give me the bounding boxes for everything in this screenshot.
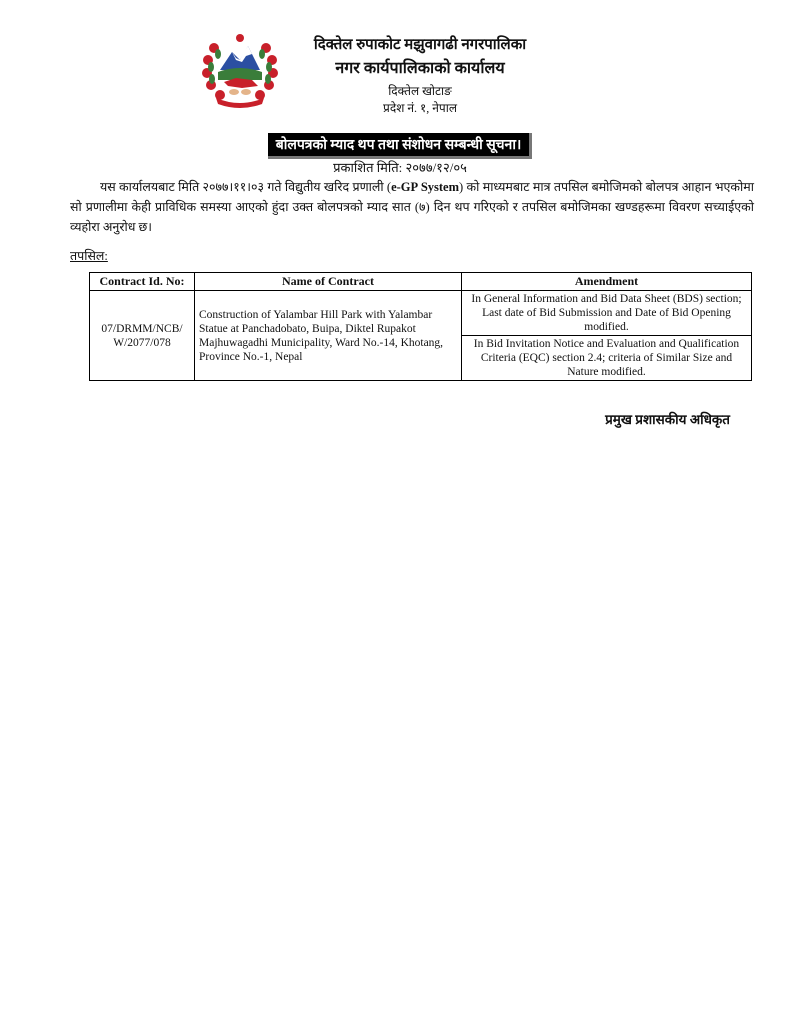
office-name: नगर कार्यपालिकाको कार्यालय (335, 60, 505, 77)
office-location: दिक्तेल खोटाङ (388, 84, 452, 98)
notice-body-part1: यस कार्यालयबाट मिति २०७७।११।०३ गते विद्युतीय खरिद प्रणाली ( (100, 180, 392, 194)
amendment-cell-2: In Bid Invitation Notice and Evaluation and Qualification Criteria (EQC) section 2.4; criteria of Similar Size and Nature modified. (462, 336, 752, 381)
municipality-name: दिक्तेल रुपाकोट मझुवागढी नगरपालिका (313, 37, 527, 53)
notice-body-part2: ) को माध्यमबाट मात्र तपसिल बमोजिमको बोलपत्र आहान भएकोमा सो प्रणालीमा केही प्राविधिक समस्या आएको हुंदा उक्त बोलपत्रको म्याद सात (७) दिन थप गरिएको र तपसिल बमोजिमका खण्डहरूमा विवरण सच्याईएको व्यहोरा अनुरोध छ। (70, 180, 754, 234)
amendment-cell-1: In General Information and Bid Data Sheet (BDS) section; Last date of Bid Submission and Date of Bid Opening modified. (462, 291, 752, 336)
signatory-title: प्रमुख प्रशासकीय अधिकृत (605, 412, 730, 427)
notice-body (70, 177, 754, 237)
header-contract-id: Contract Id. No: (90, 273, 195, 291)
published-date: प्रकाशित मिति: २०७७/१२/०५ (333, 160, 467, 175)
contract-table (89, 272, 752, 381)
notice-title: बोलपत्रको म्याद थप तथा संशोधन सम्बन्धी सूचना। (268, 133, 533, 159)
table-header-row (90, 273, 752, 291)
table-row (90, 291, 752, 336)
nepal-coat-of-arms-icon (196, 28, 284, 108)
contract-name-cell: Construction of Yalambar Hill Park with Yalambar Statue at Panchadobato, Buipa, Diktel Rupakot Majhuwagadhi Municipality, Ward No.-14, Khotang, Province No.-1, Nepal (195, 291, 462, 381)
header-amendment: Amendment (462, 273, 752, 291)
contract-id-cell: 07/DRMM/NCB/ W/2077/078 (90, 291, 195, 381)
details-label: तपसिल: (70, 249, 108, 263)
notice-body-egp: e-GP System (391, 180, 460, 194)
province-line: प्रदेश नं. १, नेपाल (383, 101, 457, 115)
notice-title-wrap (0, 133, 800, 159)
header-contract-name: Name of Contract (195, 273, 462, 291)
